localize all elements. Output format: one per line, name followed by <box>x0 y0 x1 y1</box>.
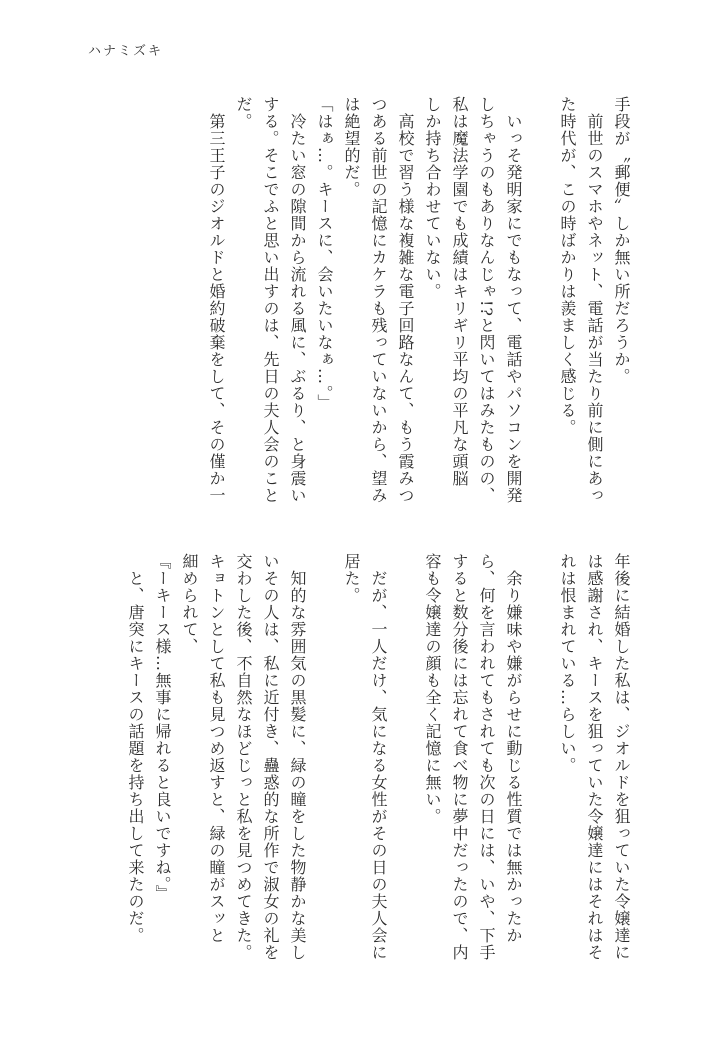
text-column: だが、一人だけ、気になる女性がその日の夫人会に <box>369 553 388 961</box>
running-header: ハナミズキ <box>88 44 164 59</box>
text-column: いその人は、私に近付き、蠱惑的な所作で淑女の礼を <box>261 553 280 961</box>
text-block-top <box>203 96 635 516</box>
text-column: た時代が、この時ばかりは羨ましく感じる。 <box>558 96 577 436</box>
text-column: は絶望的だ。 <box>342 96 361 198</box>
text-column: キョトンとして私も見つめ返すと、緑の瞳がスッと <box>207 553 226 944</box>
text-column <box>527 553 554 973</box>
text-column: 細められて、 <box>180 553 199 655</box>
text-column: 余り嫌味や嫌がらせに動じる性質では無かったか <box>504 553 523 944</box>
text-column: する。そこでふと思い出すのは、先日の夫人会のこと <box>261 96 280 504</box>
text-column: しか持ち合わせていない。 <box>423 96 442 300</box>
text-column: 前世のスマホやネット、電話が当たり前に側にあっ <box>585 96 604 504</box>
text-column <box>311 553 338 973</box>
text-column: いっそ発明家にでもなって、電話やパソコンを開発 <box>504 96 523 504</box>
text-column: 居た。 <box>342 553 361 604</box>
text-column: すると数分後には忘れて食べ物に夢中だったので、内 <box>450 553 469 961</box>
text-column: 手段が〝郵便〟しか無い所だろうか。 <box>612 96 631 385</box>
text-column <box>392 553 419 973</box>
text-column: と、唐突にキースの話題を持ち出して来たのだ。 <box>126 553 145 944</box>
text-column: ら、何を言われてもされても次の日には、いや、下手 <box>477 553 496 961</box>
text-column: 知的な雰囲気の黒髪に、緑の瞳をした物静かな美し <box>288 553 307 961</box>
text-column: れは恨まれている…らしい。 <box>558 553 577 774</box>
text-column: だ。 <box>234 96 253 130</box>
text-column: しちゃうのもありなんじゃ!?と閃いてはみたものの、 <box>477 96 496 505</box>
text-column: 容も令嬢達の顔も全く記憶に無い。 <box>423 553 442 825</box>
text-column: つある前世の記憶にカケラも残っていないから、望み <box>369 96 388 504</box>
text-block-bottom <box>122 553 635 973</box>
text-column: 冷たい窓の隙間から流れる風に、ぶるり、と身震い <box>288 96 307 504</box>
text-column: 交わした後、不自然なほどじっと私を見つめてきた。 <box>234 553 253 961</box>
text-column: 第三王子のジオルドと婚約破棄をして、その僅か一 <box>207 96 226 504</box>
text-column <box>527 96 554 516</box>
text-column: は感謝され、キースを狙っていた令嬢達にはそれはそ <box>585 553 604 961</box>
text-column: 『ーキース様…無事に帰れると良いですね。』 <box>153 553 172 902</box>
text-column: 私は魔法学園でも成績はキリギリ平均の平凡な頭脳 <box>450 96 469 487</box>
text-column: 高校で習う様な複雑な電子回路なんて、もう霞みつ <box>396 96 415 504</box>
text-column: 「はぁ…。キースに、会いたいなぁ…。」 <box>315 96 334 411</box>
text-column: 年後に結婚した私は、ジオルドを狙っていた令嬢達に <box>612 553 631 961</box>
